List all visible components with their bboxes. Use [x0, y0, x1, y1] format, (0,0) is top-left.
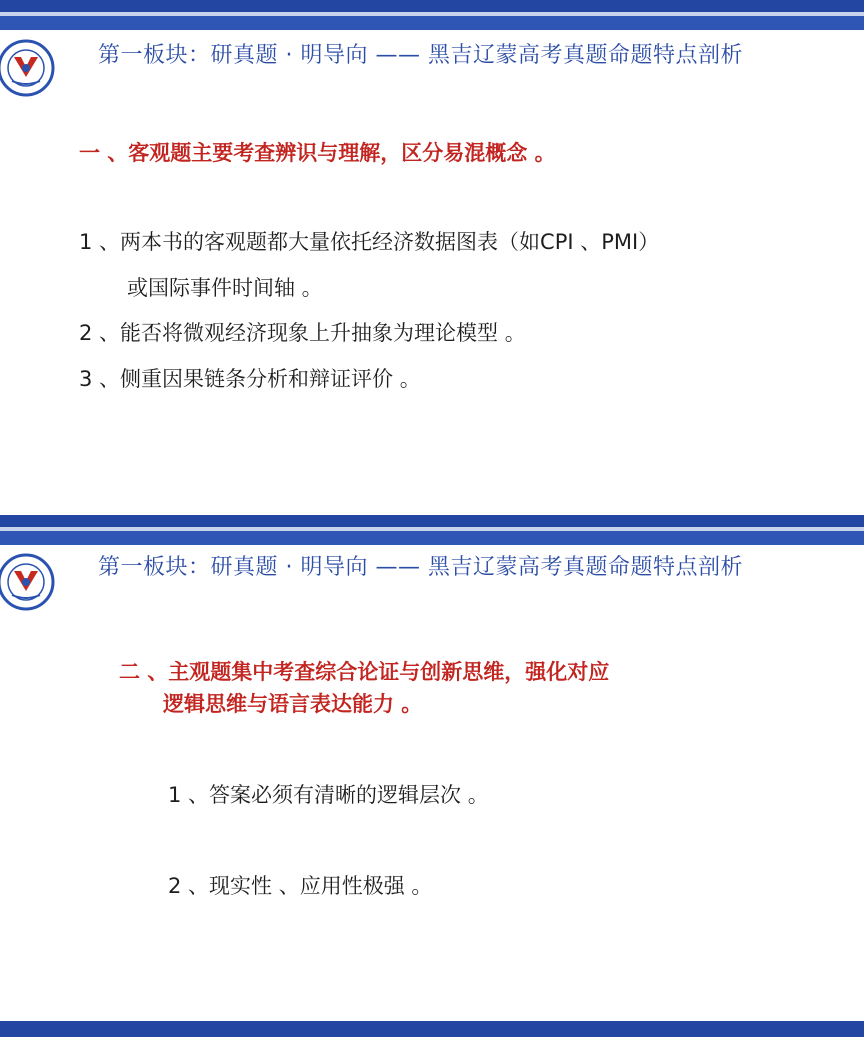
list-item: 2 、现实性 、应用性极强 。 — [168, 874, 433, 898]
school-seal-icon — [0, 37, 58, 97]
list-item-continuation: 或国际事件时间轴 。 — [127, 276, 323, 300]
page-title: 第一板块：研真题 · 明导向 —— 黑吉辽蒙高考真题命题特点剖析 — [98, 555, 743, 580]
list-item: 2 、能否将微观经济现象上升抽象为理论模型 。 — [79, 321, 526, 345]
school-seal-icon — [0, 551, 58, 611]
slide-1 — [0, 0, 864, 515]
section-heading-subjective-line2: 逻辑思维与语言表达能力 。 — [163, 692, 423, 716]
top-band-lower — [0, 16, 864, 30]
top-band — [0, 0, 864, 12]
page-title: 第一板块：研真题 · 明导向 —— 黑吉辽蒙高考真题命题特点剖析 — [98, 43, 743, 68]
slide-2 — [0, 515, 864, 1037]
top-band-lower — [0, 531, 864, 545]
section-heading-objective: 一 、客观题主要考查辨识与理解，区分易混概念 。 — [79, 141, 556, 165]
list-item: 1 、两本书的客观题都大量依托经济数据图表（如CPI 、PMI） — [79, 230, 660, 254]
top-band — [0, 515, 864, 527]
list-item: 1 、答案必须有清晰的逻辑层次 。 — [168, 783, 489, 807]
section-heading-subjective: 二 、主观题集中考查综合论证与创新思维，强化对应 — [119, 660, 610, 684]
bottom-band — [0, 1021, 864, 1037]
list-item: 3 、侧重因果链条分析和辩证评价 。 — [79, 367, 421, 391]
